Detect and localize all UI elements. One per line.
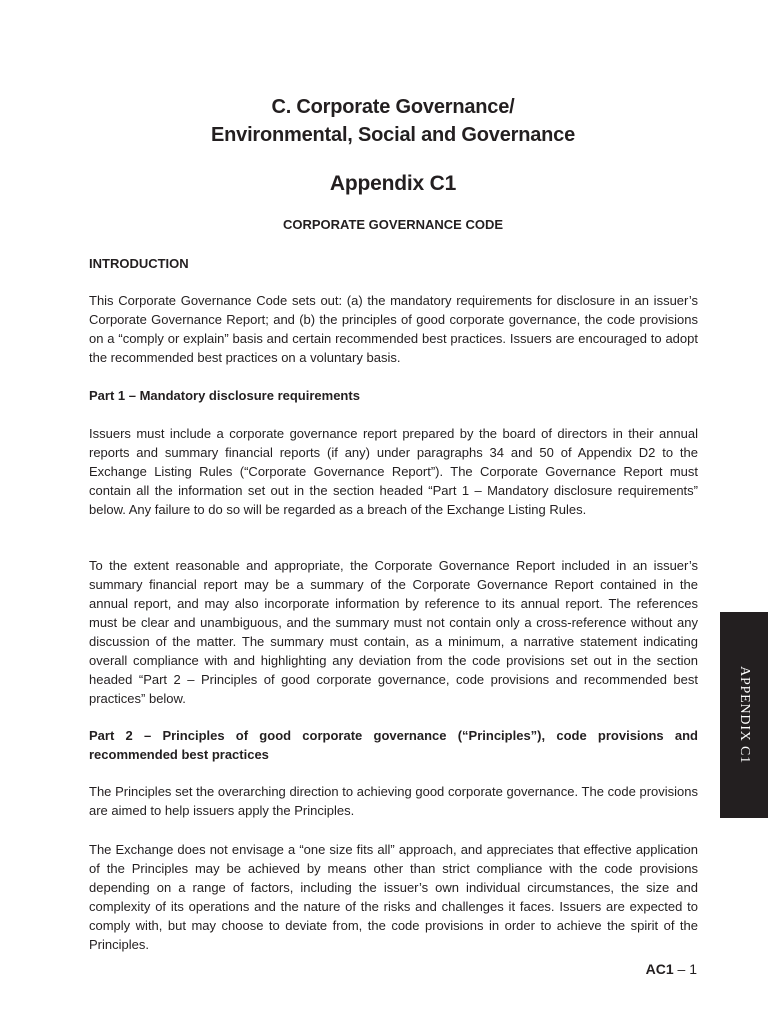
part2-paragraph-2: The Exchange does not envisage a “one size fits all” approach, and appreciates that effective application of the Principles may be achieved by means other than strict compliance with the code provisions depending on a range of factors, including the issuer’s own individual circumstances, the size and complexity of its operations and the nature of the risks and challenges it faces. Issuers are expected to comply with, but may choose to deviate from, the code provisions in order to achieve the spirit of the Principles. xyxy=(89,842,698,952)
part2-heading: Part 2 – Principles of good corporate governance (“Principles”), code provisions and recommended best practices xyxy=(89,728,698,762)
part1-paragraph-2: To the extent reasonable and appropriate, the Corporate Governance Report included in an issuer’s summary financial report may be a summary of the Corporate Governance Report contained in the annual report, and may also incorporate information by reference to its annual report. The references must be clear and unambiguous, and the summary must not contain only a cross-reference without any discussion of the matter. The summary must contain, as a minimum, a narrative statement indicating overall compliance with and highlighting any deviation from the code provisions set out in the section headed “Part 2 – Principles of good corporate governance, code provisions and recommended best practices” below. xyxy=(89,558,698,706)
appendix-title: Appendix C1 xyxy=(329,172,457,195)
part1-paragraph-1: Issuers must include a corporate governance report prepared by the board of directors in their annual reports and summary financial reports (if any) under paragraphs 34 and 50 of Appendix D2 to the Exchange Listing Rules (“Corporate Governance Report”). The Corporate Governance Report must contain all the information set out in the section headed “Part 1 – Mandatory disclosure requirements” below. Any failure to do so will be regarded as a breach of the Exchange Listing Rules. xyxy=(89,426,698,517)
introduction-paragraph: This Corporate Governance Code sets out: (a) the mandatory requirements for disclosure in an issuer’s Corporate Governance Report; and (b) the principles of good corporate governance, the code provisions on a “comply or explain” basis and certain recommended best practices. Issuers are encouraged to adopt the recommended best practices on a voluntary basis. xyxy=(89,293,698,365)
title-line-1: C. Corporate Governance/ xyxy=(271,96,515,118)
page-footer xyxy=(646,960,697,978)
appendix-side-tab xyxy=(720,612,768,818)
footer-separator: – xyxy=(673,961,690,977)
part1-heading: Part 1 – Mandatory disclosure requirements xyxy=(89,388,360,403)
part2-paragraph-1: The Principles set the overarching direction to achieving good corporate governance. The code provisions are aimed to help issuers apply the Principles. xyxy=(89,784,698,818)
code-title: CORPORATE GOVERNANCE CODE xyxy=(282,217,504,232)
footer-code: AC1 xyxy=(645,961,674,977)
title-line-2: Environmental, Social and Governance xyxy=(210,124,576,146)
page-number: 1 xyxy=(689,961,697,977)
introduction-heading: INTRODUCTION xyxy=(89,256,189,271)
side-tab-label: APPENDIX C1 xyxy=(737,666,752,764)
